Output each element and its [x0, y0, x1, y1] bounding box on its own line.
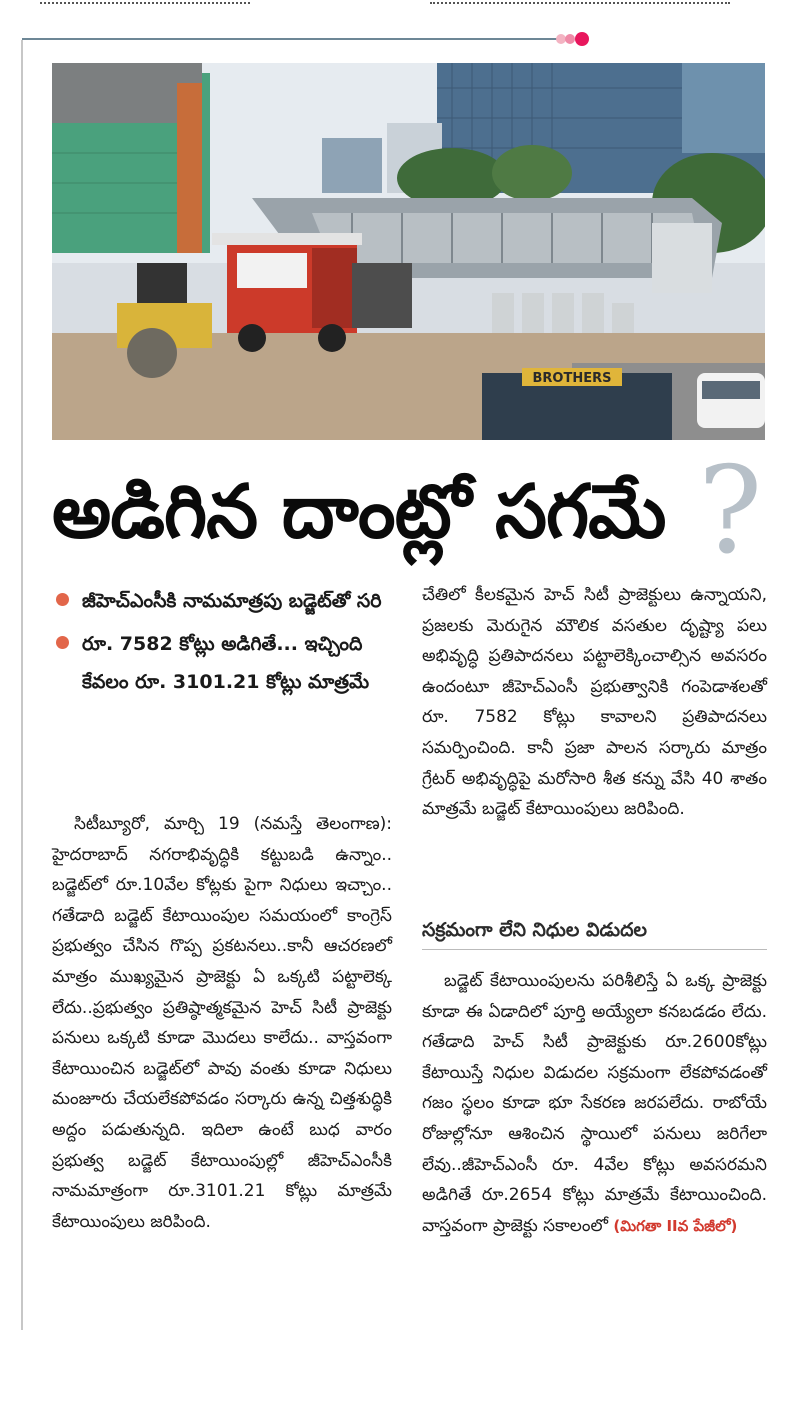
- page-margin-line: [21, 40, 23, 1330]
- bullet-dot-icon: [56, 636, 69, 649]
- highlights-list: [52, 582, 402, 701]
- article-column-right-bottom: [422, 966, 767, 1241]
- cut-text-fragment-right: [430, 0, 730, 4]
- headline: అడిగిన దాంట్లో సగమే: [52, 469, 666, 555]
- rule-dots-ornament: [556, 32, 596, 46]
- flyover-photo: [52, 63, 765, 440]
- cut-text-fragment-left: [40, 0, 250, 4]
- highlight-text: జీహెచ్‌ఎంసీకి నామమాత్రపు బడ్జెట్‌తో సరి: [82, 590, 382, 612]
- question-mark-ornament: ?: [698, 442, 763, 581]
- article-paragraph: బడ్జెట్ కేటాయింపులను పరిశీలిస్తే ఏ ఒక్క ప్రాజెక్టు కూడా ఈ ఏడాదిలో పూర్తి అయ్యేలా కనబడడం లేదు. గతేడాది హెచ్ సిటీ ప్రాజెక్టుకు రూ.2600కోట్లు కేటాయిస్తే నిధుల విడుదల సక్రమంగా లేకపోవడంతో గజం స్థలం కూడా భూ సేకరణ జరపలేదు. రాబోయే రోజుల్లోనూ ఆశించిన స్థాయిలో పనులు జరిగేలా లేవు..జీహెచ్‌ఎంసీ రూ. 4వేల కోట్లు అవసరమని అడిగితే రూ.2654 కోట్లు మాత్రమే కేటాయించింది. వాస్తవంగా ప్రాజెక్టు సకాలంలో: [422, 971, 767, 1236]
- article-paragraph: చేతిలో కీలకమైన హెచ్ సిటీ ప్రాజెక్టులు ఉన్నాయని, ప్రజలకు మెరుగైన మౌలిక వసతుల దృష్ట్యా పలు అభివృద్ధి ప్రతిపాదనలు పట్టాలెక్కించాల్సిన అవసరం ఉందంటూ జీహెచ్‌ఎంసీ ప్రభుత్వానికి గంపెడాశలతో రూ. 7582 కోట్లు కావాలని ప్రతిపాదనలు సమర్పించింది. కానీ ప్రజా పాలన సర్కారు మాత్రం గ్రేటర్ అభివృద్ధిపై మరోసారి శీత కన్ను వేసి 40 శాతం మాత్రమే బడ్జెట్ కేటాయింపులు జరిపింది.: [422, 585, 767, 820]
- truck-sign-text: BROTHERS: [532, 371, 612, 386]
- highlight-item: [52, 625, 402, 701]
- article-subheading: సక్రమంగా లేని నిధుల విడుదల: [422, 917, 767, 950]
- highlight-item: [52, 582, 402, 620]
- article-column-right-top: [422, 580, 767, 825]
- highlight-text: రూ. 7582 కోట్లు అడిగితే... ఇచ్చింది కేవలం రూ. 3101.21 కోట్లు మాత్రమే: [82, 633, 370, 693]
- top-page-fragment: [0, 0, 800, 10]
- article-paragraph: సిటీబ్యూరో, మార్చి 19 (నమస్తే తెలంగాణ): హైదరాబాద్ నగరాభివృద్ధికి కట్టుబడి ఉన్నాం.. బడ్జెట్‌లో రూ.10వేల కోట్లకు పైగా నిధులు ఇచ్చాం.. గతేడాది బడ్జెట్ కేటాయింపుల సమయంలో కాంగ్రెస్ ప్రభుత్వం చేసిన గొప్ప ప్రకటనలు..కానీ ఆచరణలో మాత్రం ముఖ్యమైన ప్రాజెక్టు ఏ ఒక్కటి పట్టాలెక్క లేదు..ప్రభుత్వం ప్రతిష్ఠాత్మకమైన హెచ్ సిటీ ప్రాజెక్టు పనులు ఒక్కటి కూడా మొదలు కాలేదు.. వాస్తవంగా కేటాయించిన బడ్జెట్‌లో పావు వంతు కూడా నిధులు మంజూరు చేయలేకపోవడం సర్కారు ఉన్న చిత్తశుద్ధికి అద్దం పడుతున్నది. ఇదిలా ఉంటే బుధ వారం ప్రభుత్వ బడ్జెట్ కేటాయింపుల్లో జీహెచ్‌ఎంసీకి నామమాత్రంగా రూ.3101.21 కోట్లు మాత్రమే కేటాయింపులు జరిపింది.: [52, 814, 392, 1232]
- article-column-left: [52, 809, 392, 1237]
- continued-note: (మిగతా IIవ పేజీలో): [613, 1216, 738, 1235]
- section-rule: [22, 38, 557, 40]
- bullet-dot-icon: [56, 593, 69, 606]
